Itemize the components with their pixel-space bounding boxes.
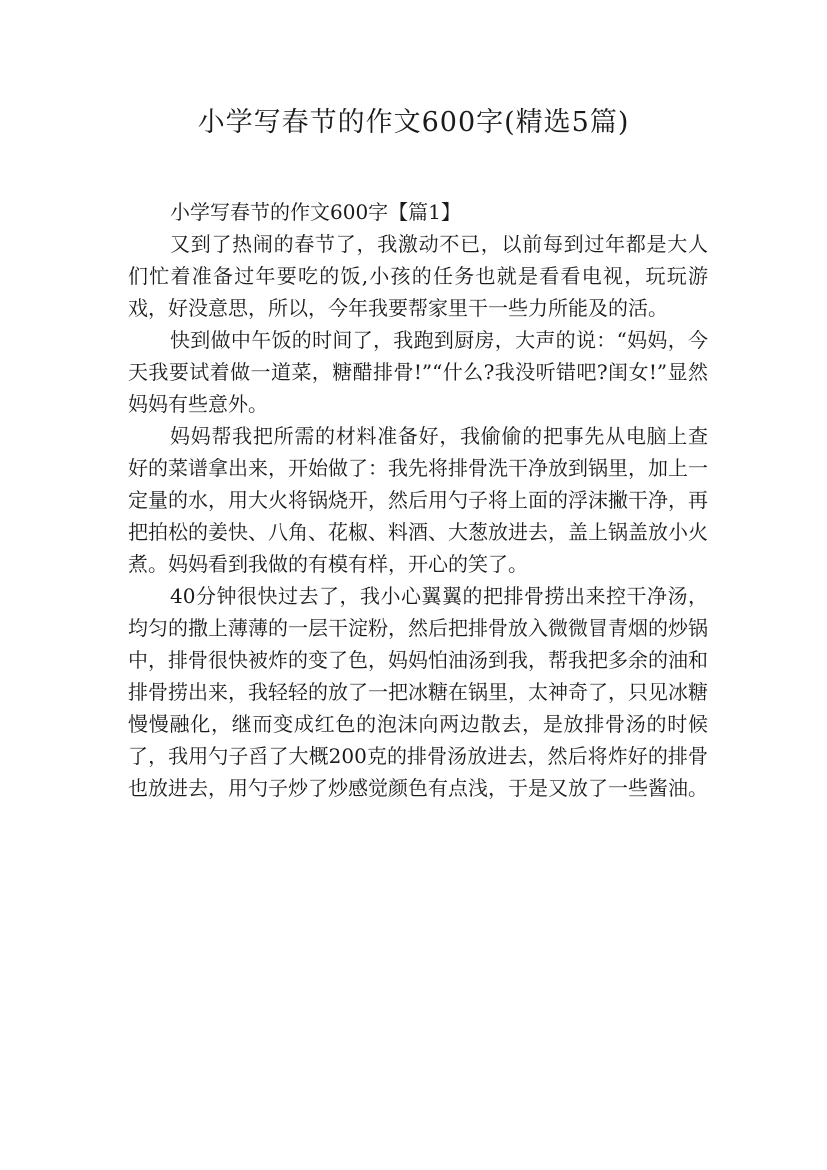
paragraph-2: 快到做中午饭的时间了，我跑到厨房，大声的说：“妈妈，今天我要试着做一道菜，糖醋排骨!”“什么?我没听错吧?闺女!”显然妈妈有些意外。 (128, 328, 708, 416)
paragraph-1: 又到了热闹的春节了，我激动不已，以前每到过年都是大人们忙着准备过年要吃的饭,小孩的任务也就是看看电视，玩玩游戏，好没意思，所以，今年我要帮家里干一些力所能及的活。 (128, 232, 708, 320)
essay-body (128, 196, 708, 804)
section-heading: 小学写春节的作文600字【篇1】 (170, 200, 461, 224)
document-title: 小学写春节的作文600字(精选5篇) (197, 107, 630, 138)
paragraph-4: 40分钟很快过去了，我小心翼翼的把排骨捞出来控干净汤，均匀的撒上薄薄的一层干淀粉，然后把排骨放入微微冒青烟的炒锅中，排骨很快被炸的变了色，妈妈怕油汤到我，帮我把多余的油和排骨捞出来，我轻轻的放了一把冰糖在锅里，太神奇了，只见冰糖慢慢融化，继而变成红色的泡沫向两边散去，是放排骨汤的时候了，我用勺子舀了大概200克的排骨汤放进去，然后将炸好的排骨也放进去，用勺子炒了炒感觉颜色有点浅，于是又放了一些酱油。 (128, 584, 708, 800)
paragraph-3: 妈妈帮我把所需的材料准备好，我偷偷的把事先从电脑上查好的菜谱拿出来，开始做了：我先将排骨洗干净放到锅里，加上一定量的水，用大火将锅烧开，然后用勺子将上面的浮沫撇干净，再把拍松的姜快、八角、花椒、料酒、大葱放进去，盖上锅盖放小火煮。妈妈看到我做的有模有样，开心的笑了。 (128, 424, 708, 576)
